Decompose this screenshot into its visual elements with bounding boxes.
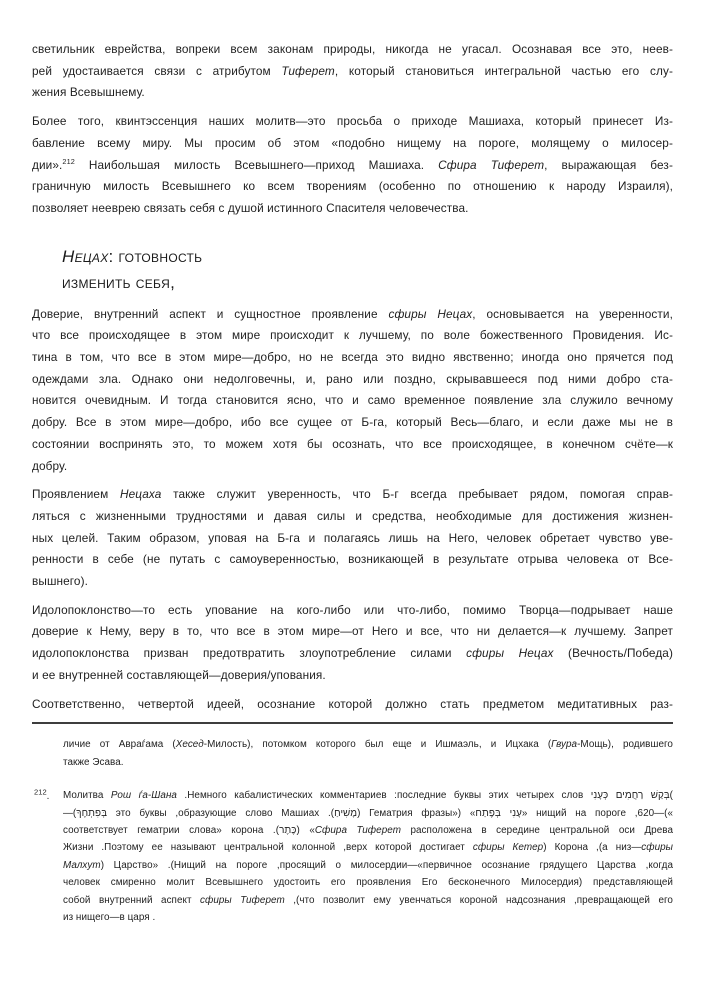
text-line [32, 571, 673, 593]
text-segment: соответствует гематрии слова» корона .( [63, 824, 280, 836]
text-segment: расположена в середине центральной оси Древа [400, 824, 673, 836]
italic-text: Сфира Тиферет [314, 824, 401, 836]
text-segment: » нищий на пороге ,620—(« [521, 807, 673, 819]
italic-text: Тиферет [281, 63, 335, 78]
text-segment: , основывается на уверенности, [472, 306, 673, 321]
text-line [32, 304, 673, 326]
footnote-continuation [32, 736, 673, 771]
italic-text: Малхут [63, 859, 101, 871]
footnote-separator [32, 722, 673, 724]
text-line [63, 787, 673, 804]
text-segment: (Вечность/Победа) [553, 646, 673, 661]
text-segment: позволяет нееврею связать себя с душой истинного Спасителя человечества. [32, 200, 469, 215]
text-segment: жения Всевышнему. [32, 85, 145, 100]
text-segment: Доверие, внутренний аспект и сущностное проявление [32, 306, 389, 321]
text-segment: ( [669, 790, 673, 802]
italic-text: Нецаха [119, 487, 162, 502]
text-segment: и ее внутренней составляющей—доверия/упования. [32, 667, 326, 682]
text-line [32, 325, 673, 347]
text-line [32, 456, 673, 478]
text-segment: Жизни .Поэтому ее называют центральной колонной ,верх которой достигает [63, 842, 473, 854]
footnote-number [34, 788, 49, 805]
text-segment: из нищего—в царя . [63, 911, 156, 923]
text-segment: ,(что позволит ему увенчаться короной надсознания ,превращающей его [284, 894, 673, 906]
text-segment: светильник еврейства, вопреки всем законам природы, никогда не угасал. Осознавая все это, неев- [32, 42, 673, 56]
text-segment: тина в том, что все в этом мире—добро, но не всегда это видно явственно; иногда оно прячется под [32, 350, 673, 365]
text-segment: , который становиться интегральной частью его слу- [334, 63, 673, 78]
text-line [32, 390, 673, 412]
text-segment: новится очевидным. И тогда становится ясно, что и само временное появление зла служило вечному [32, 393, 673, 408]
italic-text: Сфира Тиферет [438, 157, 545, 172]
text-line [63, 736, 673, 753]
italic-text: сфиры Нецах [388, 306, 473, 321]
superscript-reference: 212 [62, 156, 75, 166]
text-line [63, 892, 673, 909]
text-segment: состоянии воспринять это, то можем хотя бы осознать, что все происходящее, в конечном счёте—к [32, 436, 673, 451]
text-line [32, 484, 673, 506]
text-line [32, 369, 673, 391]
text-segment: добру. [32, 458, 68, 473]
body-paragraph-5 [32, 600, 673, 687]
text-segment: личие от Авраѓама ( [63, 739, 176, 751]
text-segment: добру. Все в этом мире—добро, ибо все сущее от Б-га, который Весь—благо, и если даже мы не в [32, 415, 673, 430]
text-line [63, 874, 673, 891]
text-segment: ) « [296, 824, 315, 836]
text-line [32, 549, 673, 571]
text-line [32, 621, 673, 643]
footnote-212 [32, 787, 673, 926]
italic-text: сфиры Тиферет [200, 894, 285, 906]
text-line [32, 82, 673, 104]
text-line [32, 61, 673, 83]
text-segment: —( [63, 807, 77, 819]
hebrew-text: בְּפִתְחֶךָ [76, 807, 108, 819]
body-paragraph-3 [32, 304, 673, 478]
text-segment: также Эсава. [63, 756, 124, 768]
text-line [32, 347, 673, 369]
text-segment: граничную милость Всевышнего ко всем творениям (особенно по отношению к народу Израиля), [32, 179, 673, 194]
italic-text: Рош ѓа-Шана [110, 790, 177, 802]
text-line [32, 198, 673, 220]
text-line [63, 839, 673, 856]
body-paragraph-4 [32, 484, 673, 593]
text-segment: одеждами зла. Однако они недолговечны, и, рано или поздно, скрывавшееся под ними добро ста- [32, 371, 673, 386]
italic-text: Хесед [175, 739, 204, 751]
text-segment: рей удостаивается связи с атрибутом [32, 63, 282, 78]
body-paragraph-1 [32, 39, 673, 104]
text-segment: -Милость), потомком которого был еще и Ишмаэль, и Ицхака ( [203, 739, 552, 751]
text-segment: Наибольшая милость Всевышнего—приход Машиаха. [74, 157, 439, 172]
text-segment: ) Корона ,(а низ— [543, 842, 642, 854]
italic-text: сфиры Кетер [472, 842, 544, 854]
italic-text: Нецах [62, 246, 109, 266]
text-segment: ) Царство» .(Нищий на пороге ,просящий о милосердии—«первичное осознание грядущего Царства ,когда [100, 859, 673, 871]
text-line [32, 39, 673, 61]
text-line [63, 909, 673, 926]
text-line [32, 506, 673, 528]
text-line [32, 694, 673, 716]
text-line [32, 643, 673, 665]
text-line [32, 412, 673, 434]
text-segment: дии». [32, 157, 63, 172]
text-line [63, 754, 673, 771]
text-line [62, 244, 673, 270]
text-line [32, 600, 673, 622]
text-segment: Соответственно, четвертой идеей, осознание которой должно стать предметом медитативных раз- [32, 696, 673, 711]
footnote-number-period: . [46, 791, 50, 803]
text-segment: что все происходящее в этом мире происходит к лучшему, по воле божественного Провидения. Ис- [32, 328, 673, 343]
text-line [32, 155, 673, 177]
text-segment: бавление всему миру. Мы просим об этом «подобно нищему на пороге, молящему о милосер- [32, 135, 673, 150]
text-segment: вышнего). [32, 574, 88, 589]
text-line [63, 822, 673, 839]
hebrew-text: כֶּתֶר [279, 824, 297, 836]
hebrew-text: בְּקַשׁ רַחֲמִים כְּעָנִי [590, 790, 670, 802]
text-segment: -Мощь), родившего [577, 739, 673, 751]
text-line [32, 111, 673, 133]
body-paragraph-6 [32, 694, 673, 716]
text-segment: : готовность [108, 246, 203, 266]
text-line [63, 805, 673, 822]
text-segment: Идолопоклонство—то есть упование на кого-либо или что-либо, помимо Творца—подрывает наше [32, 602, 673, 617]
text-segment: доверие к Нему, веру в то, что все в этом мире—от Него и все, что ни делается—к лучшему. Запрет [32, 624, 673, 639]
text-segment: идолопоклонства призван предотвратить злоупотребление силами [32, 646, 467, 661]
text-segment: ренности в себе (не путать с самоуверенностью, возникающей в результате отрыва человека от Все- [32, 552, 673, 567]
text-line [63, 857, 673, 874]
text-segment: изменить себя, [62, 272, 176, 292]
text-segment: ных целей. Таким образом, уповая на Б-га и полагаясь лишь на Него, человек обретает чувство уве- [32, 530, 673, 545]
italic-text: сфиры Нецах [466, 646, 554, 661]
text-line [32, 434, 673, 456]
text-segment: Молитва [63, 790, 111, 802]
text-line [62, 270, 673, 296]
footnote-212-text [63, 787, 673, 926]
text-segment: Проявлением [32, 487, 120, 502]
hebrew-text: עָנִי בְּפֶתַח [475, 807, 522, 819]
text-segment: , выражающая без- [544, 157, 673, 172]
text-segment: Более того, квинтэссенция наших молитв—это просьба о приходе Машиаха, который принесет Из- [32, 114, 673, 129]
italic-text: Гвура [551, 739, 578, 751]
text-line [32, 528, 673, 550]
text-line [32, 665, 673, 687]
text-line [32, 133, 673, 155]
text-line [32, 176, 673, 198]
text-segment: ) Гематрия фразы») « [357, 807, 476, 819]
hebrew-text: מָשִׁיחַ [334, 807, 358, 819]
text-segment: .Немного кабалистических комментариев :последние буквы этих четырех слов [176, 790, 591, 802]
text-segment: ляться с жизненными трудностями и давая силы и средства, необходимые для достижения жизнен- [32, 508, 673, 523]
text-segment: человек смиренно молит Всевышнего удостоить его проявления Его бесконечного Милосердия) представляющей [63, 877, 673, 889]
text-segment: также служит уверенность, что Б-г всегда пребывает рядом, помогая справ- [161, 487, 673, 502]
section-heading-netzach [62, 244, 673, 296]
text-segment: собой внутренний аспект [63, 894, 201, 906]
text-segment: это буквы ,образующие слово Машиах .( [107, 807, 335, 819]
footnote-number-superscript: 212 [34, 787, 47, 797]
italic-text: сфиры [641, 842, 673, 854]
body-paragraph-2 [32, 111, 673, 220]
